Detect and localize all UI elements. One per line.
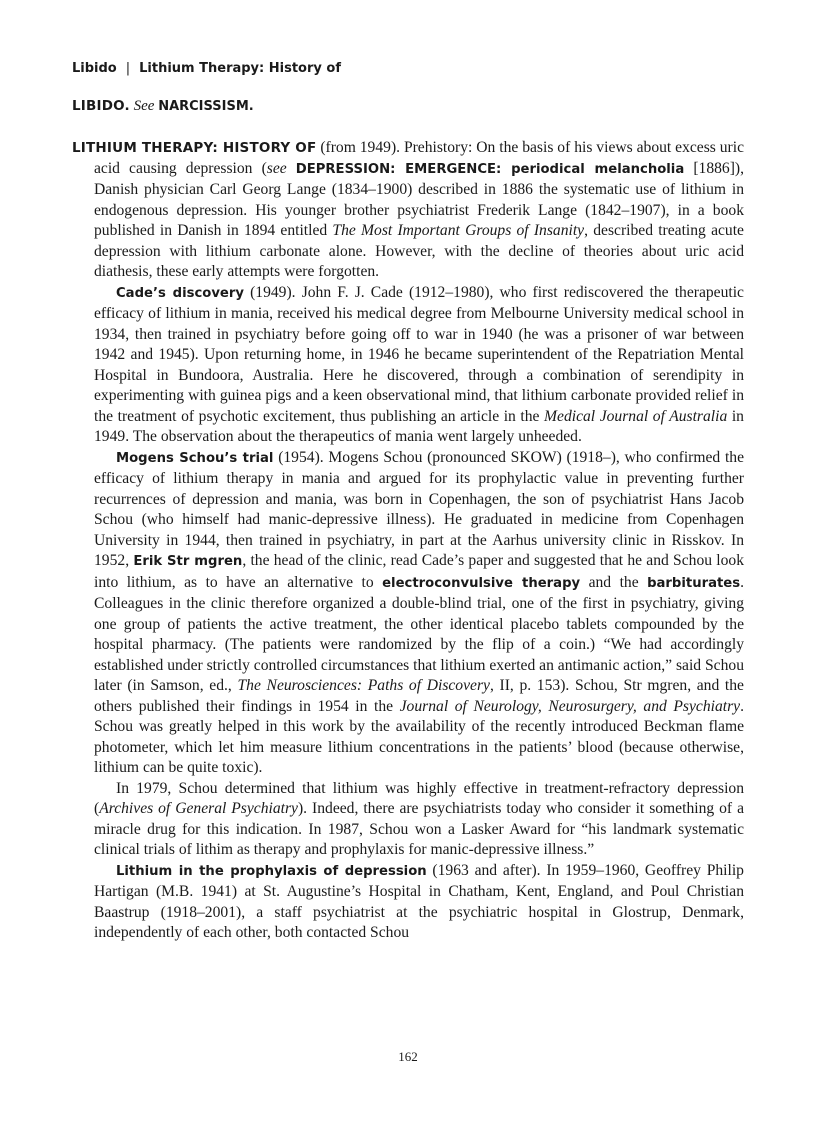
paragraph-text: (from 1949). Prehistory: On the basis of his views about excess uric acid causing depression (	[94, 139, 744, 177]
journal-title: Journal of Neurology, Neurosurgery, and Psychiatry	[399, 697, 741, 715]
book-title: The Neurosciences: Paths of Discovery	[237, 677, 490, 694]
running-head-separator: |	[125, 61, 131, 76]
paragraph-text: . Colleagues in the clinic therefore organized a double-blind trial, one of the first in psychiatry, giving one group of patients the active treatment, the other identical placebo tablets compounded by the hospital pharmacy. (The patients were randomized by the flip of a coin.) “We had accordingly established under strictly controlled circumstances that lithium exerted an antimanic action,” said Schou later (in Samson, ed.,	[94, 573, 744, 694]
libido-see: See	[133, 98, 155, 114]
paragraph-text: (1963 and after). In 1959–1960, Geoffrey Philip Hartigan (M.B. 1941) at St. Augustine’s Hospital in Chatham, Kent, England, and Poul Christian Baastrup (1918–2001), a staff psychiatrist at the psychiatric hospital in Glostrup, Denmark, independently of each other, both contacted Schou	[94, 861, 744, 941]
paragraph-text: , the head of the clinic, read Cade’s paper and suggested that he and Schou look into lithium, as to have an alternative to	[94, 552, 744, 591]
cross-reference: DEPRESSION: EMERGENCE: periodical melancholia	[295, 161, 685, 177]
lithium-entry	[72, 138, 744, 944]
paragraph-text: in 1949. The observation about the therapeutics of mania went largely unheeded.	[94, 407, 744, 445]
see-marker: see	[266, 159, 287, 177]
libido-cross-reference: NARCISSISM.	[158, 99, 254, 114]
cross-reference: Erik Str mgren	[133, 554, 243, 569]
subheading-schou: Mogens Schou’s trial	[116, 450, 274, 466]
entry-paragraph-schou	[72, 448, 744, 779]
journal-title: Medical Journal of Australia	[544, 407, 728, 425]
running-head	[72, 61, 341, 76]
paragraph-text: and the	[588, 573, 639, 591]
paragraph-text: , described treating acute depression with lithium carbonate alone. However, with the decline of theories about uric acid diathesis, these early attempts were forgotten.	[94, 222, 744, 280]
entry-paragraph-prophylaxis	[72, 861, 744, 944]
entry-paragraph-cade	[72, 283, 744, 448]
paragraph-text: (1949). John F. J. Cade (1912–1980), who first rediscovered the therapeutic efficacy of lithium in mania, received his medical degree from Melbourne University medical school in 1934, then trained in psychiatry before going off to war in 1940 (he was a prisoner of war between 1942 and 1945). Upon returning home, in 1946 he became superintendent of the Repatriation Mental Hospital in Bundoora, Australia. Here he discovered, through a combination of serendipity in experimenting with guinea pigs and a keen observational mind, that lithium carbonate provided relief in the treatment of psychotic excitement, thus publishing an article in the	[94, 283, 744, 425]
cross-reference: barbiturates	[647, 575, 741, 591]
paragraph-text: (1954). Mogens Schou (pronounced SKOW) (1918–), who confirmed the efficacy of lithium therapy in mania and argued for its prophylactic value in preventing further recurrences of depression and mania, was born in Copenhagen, the son of psychiatrist Hans Jacob Schou (who himself had manic-depressive illness). He graduated in medicine from Copenhagen University in 1944, then trained in psychiatry, in part at the Aarhus university clinic in Risskov. In 1952,	[94, 448, 744, 569]
entry-paragraph-prehistory	[72, 138, 744, 283]
cross-reference: electroconvulsive therapy	[382, 575, 581, 591]
journal-title: Archives of General Psychiatry	[99, 800, 298, 817]
running-head-left: Libido	[72, 61, 117, 76]
paragraph-text: . Schou was greatly helped in this work by the availability of the recently introduced Beckman flame photometer, which let him measure lithium concentrations in the patients’ blood (because otherwise, lithium can be quite toxic).	[94, 697, 744, 776]
paragraph-text: ). Indeed, there are psychiatrists today who consider it something of a miracle drug for this indication. In 1987, Schou won a Lasker Award for “his landmark systematic clinical trials of lithim as therapy and prophylaxis for manic-depressive illness.”	[94, 800, 744, 858]
libido-entry	[72, 98, 254, 115]
running-head-right: Lithium Therapy: History of	[139, 61, 341, 76]
paragraph-text: [1886]), Danish physician Carl Georg Lange (1834–1900) described in 1886 the systematic use of lithium in endogenous depression. His younger brother psychiatrist Frederik Lange (1842–1907), in a book published in Danish in 1894 entitled	[94, 159, 744, 239]
subheading-prophylaxis: Lithium in the prophylaxis of depression	[116, 863, 427, 879]
page-number: 162	[398, 1049, 418, 1064]
paragraph-text: , II, p. 153). Schou, Str mgren, and the others published their findings in 1954 in the	[94, 677, 744, 715]
entry-paragraph-1979	[72, 779, 744, 861]
paragraph-text: In 1979, Schou determined that lithium was highly effective in treatment-refractory depression (	[94, 779, 744, 817]
libido-heading: LIBIDO.	[72, 98, 130, 114]
lithium-heading: LITHIUM THERAPY: HISTORY OF	[72, 140, 317, 156]
book-title: The Most Important Groups of Insanity	[332, 222, 585, 239]
subheading-cade: Cade’s discovery	[116, 285, 244, 301]
